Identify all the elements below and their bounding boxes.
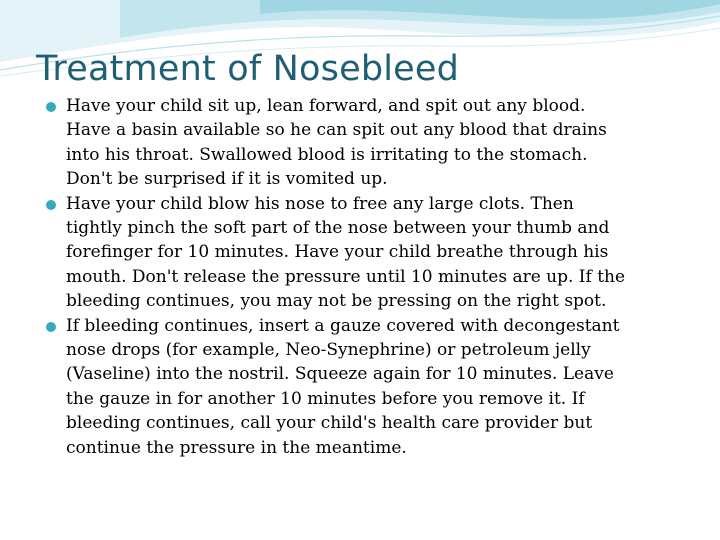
bullet-line: bleeding continues, call your child's health care provider but [66,413,593,434]
bullet-line: If bleeding continues, insert a gauze covered with decongestant [66,315,620,336]
bullet-line: forefinger for 10 minutes. Have your child breathe through his [66,242,609,263]
bullet-item-gauze [46,314,686,460]
bullet-line: into his throat. Swallowed blood is irritating to the stomach. [66,144,588,165]
bullet-dot-icon [46,322,56,332]
bullet-line: continue the pressure in the meantime. [66,437,407,458]
bullet-dot-icon [46,200,56,210]
bullet-line: Have your child sit up, lean forward, and spit out any blood. [66,96,586,116]
bullet-item-pinch-nose [46,192,686,314]
bullet-line: nose drops (for example, Neo-Synephrine) or petroleum jelly [66,340,591,361]
bullet-line: Have your child blow his nose to free any large clots. Then [66,193,574,214]
bullet-dot-icon [46,102,56,112]
slide-title: Treatment of Nosebleed [36,49,460,89]
bullet-line: mouth. Don't release the pressure until 10 minutes are up. If the [66,266,626,287]
bullet-line: Don't be surprised if it is vomited up. [66,169,388,190]
bullet-line: the gauze in for another 10 minutes before you remove it. If [66,388,585,409]
bullet-line: (Vaseline) into the nostril. Squeeze again for 10 minutes. Leave [66,364,614,385]
bullet-line: bleeding continues, you may not be pressing on the right spot. [66,291,607,312]
bullet-item-sit-up [46,94,686,192]
bullet-list [46,94,686,460]
bullet-line: Have a basin available so he can spit out any blood that drains [66,120,607,141]
bullet-line: tightly pinch the soft part of the nose between your thumb and [66,218,610,239]
